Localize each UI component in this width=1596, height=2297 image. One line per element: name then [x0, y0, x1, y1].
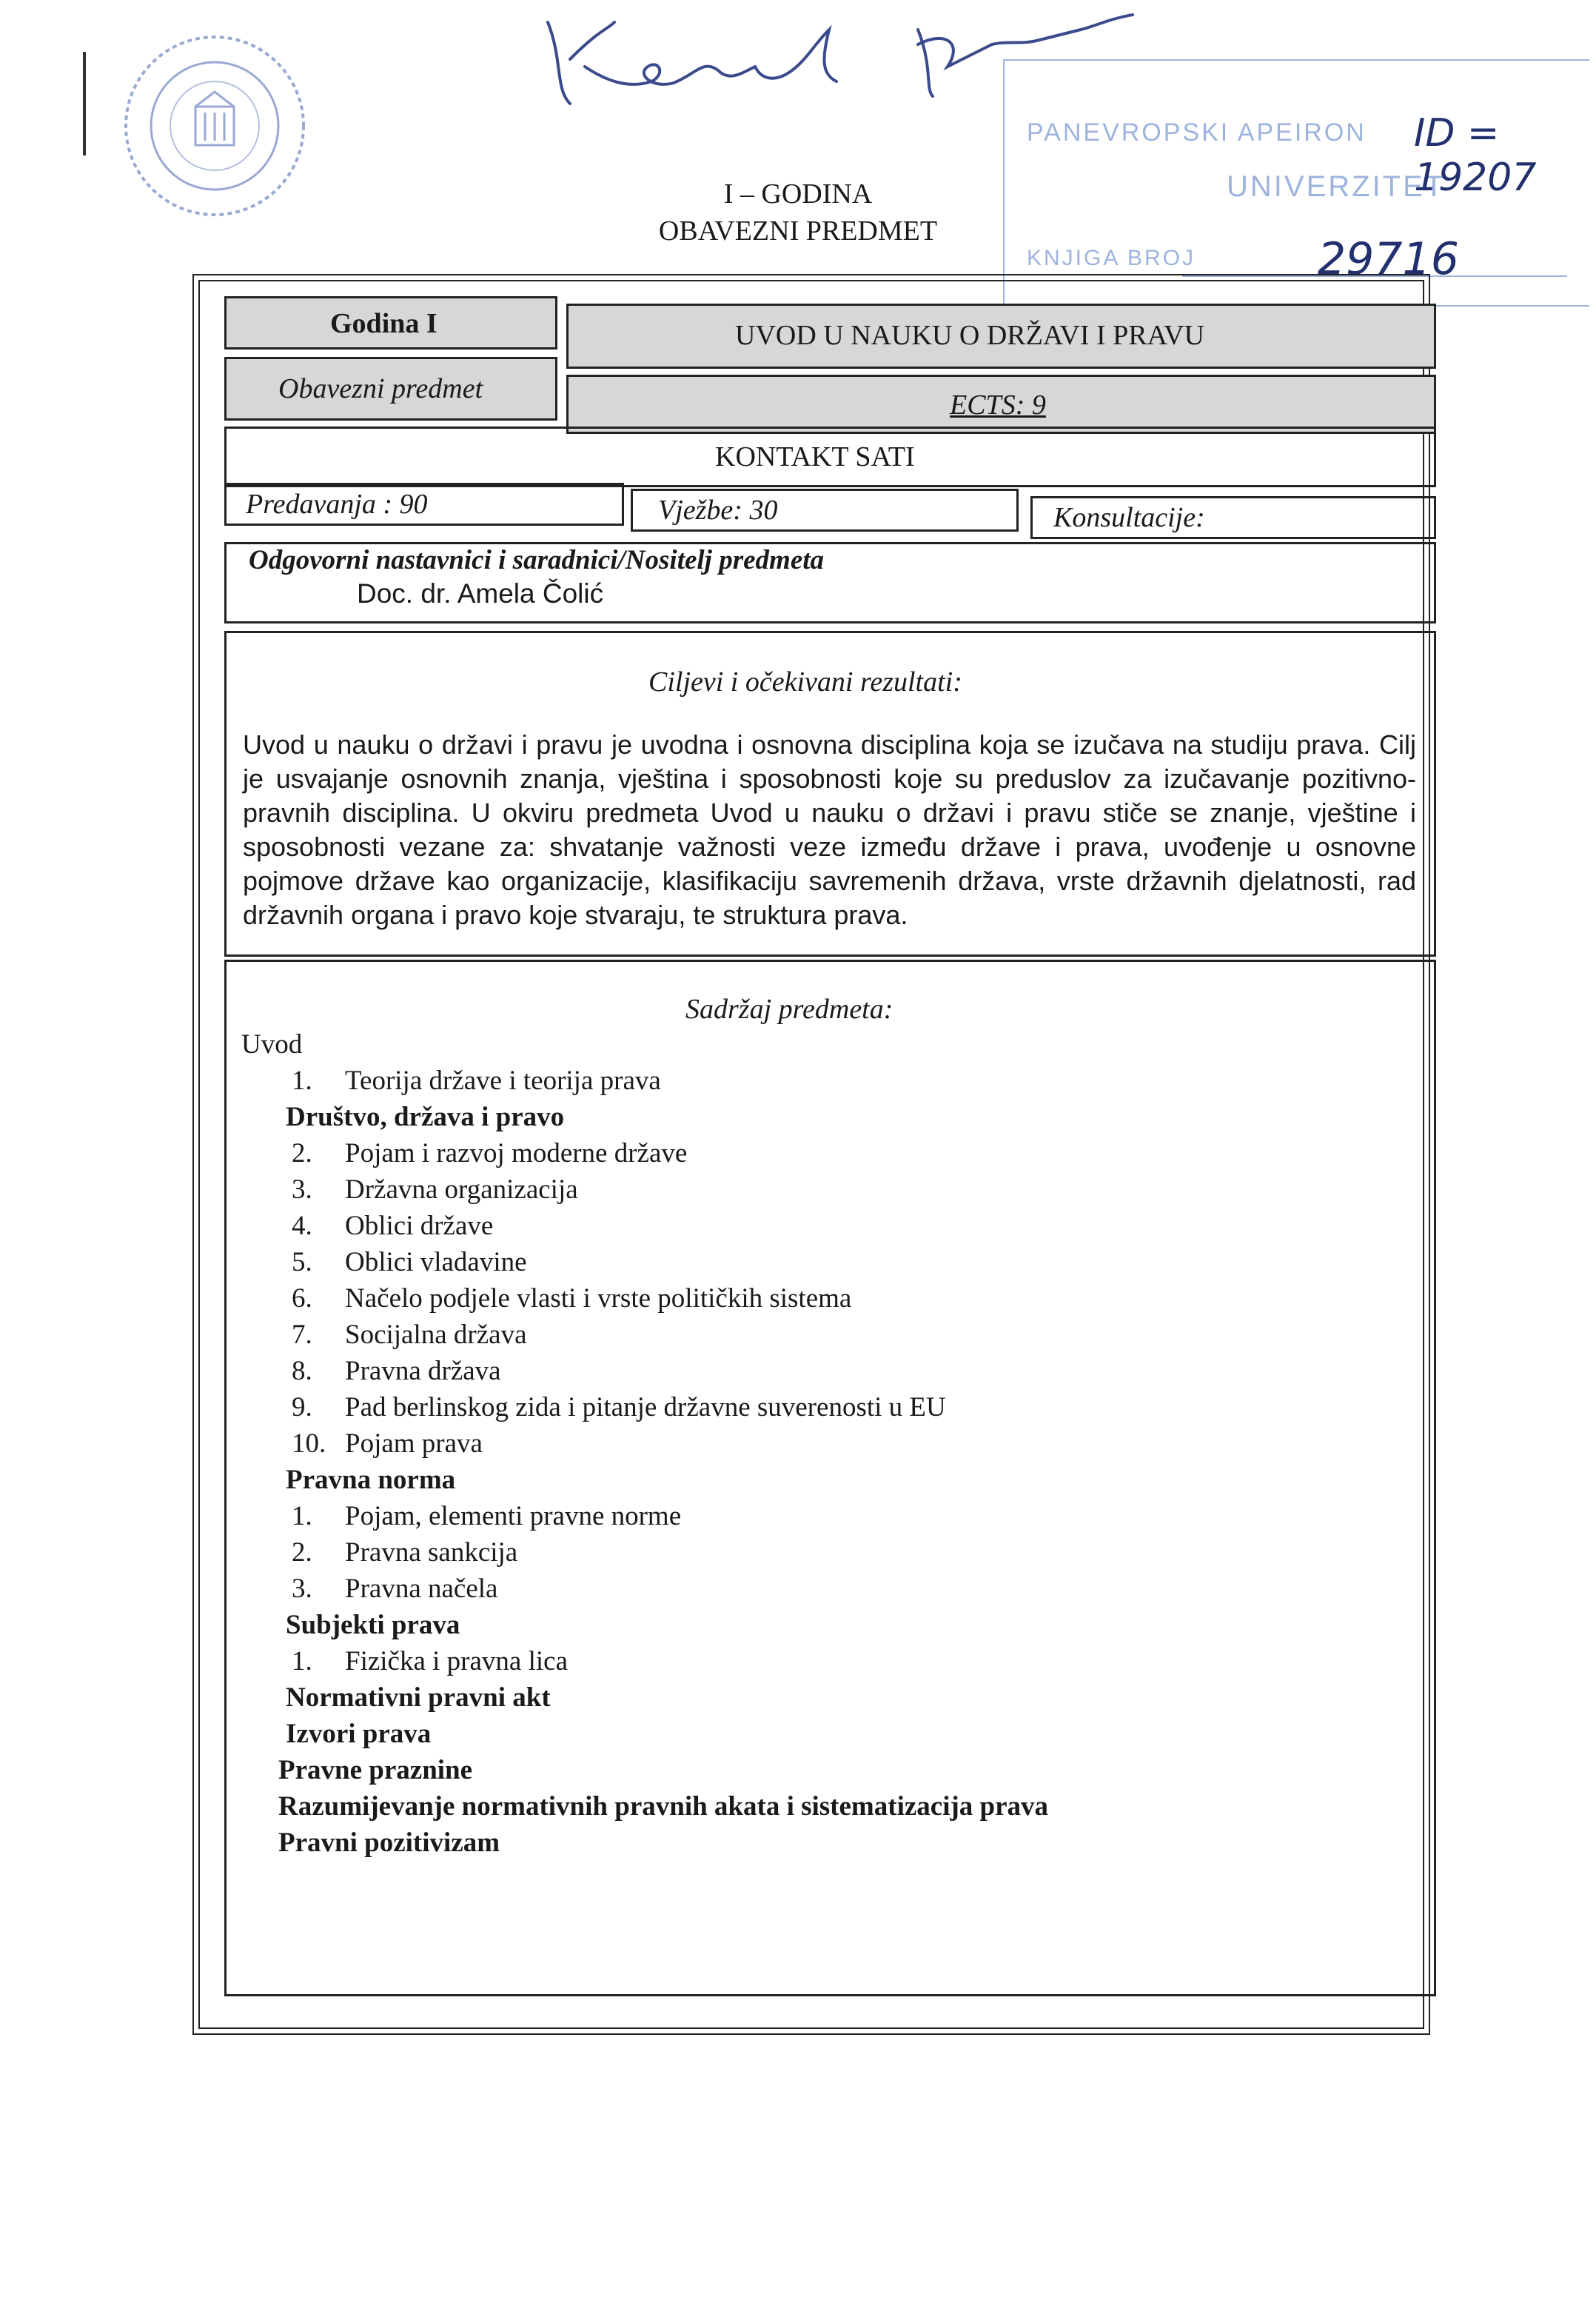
content-item-number: 2. [292, 1138, 312, 1168]
content-item-number: 5. [292, 1247, 312, 1277]
year-label: Godina I [330, 308, 437, 339]
content-section-text: Izvori prava [286, 1719, 432, 1749]
content-list-item [292, 1210, 493, 1242]
content-list-item [292, 1283, 851, 1314]
header-course-type: OBAVEZNI PREDMET [658, 215, 938, 247]
content-section-heading [286, 1718, 431, 1750]
teachers-heading: Odgovorni nastavnici i saradnici/Nositelj predmeta [249, 545, 825, 575]
content-list-item [292, 1319, 527, 1351]
content-item-number: 3. [292, 1174, 312, 1205]
content-cell [224, 960, 1436, 1996]
goals-cell [224, 631, 1436, 957]
content-list-item [292, 1065, 661, 1097]
teachers-cell [224, 542, 1436, 623]
course-title: UVOD U NAUKU O DRŽAVI I PRAVU [735, 320, 1205, 351]
content-item-text: Socijalna država [345, 1320, 527, 1350]
lectures-cell [224, 483, 624, 526]
content-item-text: Fizička i pravna lica [345, 1646, 569, 1676]
consultations-hours: Konsultacije: [1053, 502, 1205, 533]
content-section-heading [286, 1609, 460, 1641]
content-section-heading [286, 1464, 455, 1496]
content-list-item [292, 1174, 578, 1206]
content-item-number: 4. [292, 1211, 312, 1241]
content-section-heading [286, 1682, 551, 1713]
content-section-text: Razumijevanje normativnih pravnih akata i sistematizacija prava [278, 1791, 1049, 1822]
content-section-text: Pravna norma [286, 1465, 456, 1495]
stamp-book-number-label: KNJIGA BROJ [1027, 246, 1196, 270]
content-item-number: 3. [292, 1574, 312, 1604]
content-item-number: 1. [292, 1501, 312, 1531]
content-list-item [292, 1391, 946, 1423]
content-item-number: 8. [292, 1356, 312, 1386]
content-item-number: 9. [292, 1392, 312, 1422]
content-list [227, 962, 1434, 1994]
consultations-cell [1030, 496, 1436, 539]
ects-cell [566, 375, 1436, 434]
obligatory-label: Obavezni predmet [278, 373, 483, 404]
stamp-university-name: PANEVROPSKI APEIRON [1027, 118, 1367, 147]
exercises-hours: Vježbe: 30 [658, 495, 778, 526]
content-section-heading [278, 1791, 1048, 1822]
content-list-item [292, 1500, 681, 1532]
content-heading: Sadržaj predmeta: [685, 994, 893, 1025]
stamp-university-type: UNIVERZITET [1227, 170, 1446, 203]
content-item-text: Oblici države [345, 1211, 494, 1241]
lectures-hours: Predavanja : 90 [246, 489, 428, 520]
content-item-number: 7. [292, 1320, 312, 1350]
year-cell [224, 296, 557, 350]
course-title-cell [566, 304, 1436, 369]
scan-edge-mark [83, 52, 86, 156]
content-item-text: Državna organizacija [345, 1174, 578, 1205]
content-list-item [292, 1355, 501, 1387]
content-section-text: Subjekti prava [286, 1610, 460, 1640]
content-section-heading [278, 1754, 472, 1786]
content-item-text: Pravna sankcija [345, 1537, 518, 1568]
content-list-item [292, 1137, 687, 1169]
content-item-text: Pojam i razvoj moderne države [345, 1138, 688, 1168]
stamp-handwritten-id: ID = 19207 [1414, 111, 1537, 200]
content-section-heading [278, 1827, 500, 1859]
content-section-text: Pravne praznine [278, 1755, 473, 1785]
content-item-text: Pravna načela [345, 1574, 498, 1604]
content-section-text: Normativni pravni akt [286, 1682, 551, 1713]
stamp-handwritten-number: 29716 [1318, 233, 1459, 285]
content-item-number: 2. [292, 1537, 312, 1568]
content-list-item [292, 1537, 517, 1568]
content-item-text: Oblici vladavine [345, 1247, 527, 1277]
obligatory-cell [224, 357, 557, 421]
content-item-number: 6. [292, 1283, 312, 1314]
content-item-number: 10. [292, 1428, 326, 1459]
content-section-text: Pravni pozitivizam [278, 1828, 500, 1858]
content-item-text: Pad berlinskog zida i pitanje državne suverenosti u EU [345, 1392, 946, 1422]
content-item-text: Načelo podjele vlasti i vrste političkih sistema [345, 1283, 852, 1314]
goals-heading: Ciljevi i očekivani rezultati: [648, 666, 962, 698]
contact-hours-heading: KONTAKT SATI [715, 441, 915, 472]
content-item-text: Teorija države i teorija prava [345, 1066, 661, 1096]
header-year: I – GODINA [723, 178, 873, 210]
content-item-text: Pravna država [345, 1356, 501, 1386]
content-item-text: Pojam prava [345, 1428, 483, 1459]
ects-value: ECTS: 9 [950, 389, 1046, 421]
content-item-number: 1. [292, 1646, 312, 1676]
content-item-text: Pojam, elementi pravne norme [345, 1501, 682, 1531]
content-list-item [292, 1645, 568, 1677]
goals-text: Uvod u nauku o državi i pravu je uvodna i osnovna disciplina koja se izučava na studiju prava. Cilj je usvajanje osnovnih znanja, vještina i sposobnosti koje su preduslov za izučavanje pozitivno-pravnih disciplina. U okviru predmeta Uvod u nauku o državi i pravu stiče se znanje, vještine i sposobnosti vezane za: shvatanje važnosti veze između države i prava, uvođenje u osnovne pojmove države kao organizacije, klasifikaciju savremenih država, vrste državnih djelatnosti, rad državnih organa i pravo koje stvaraju, te struktura prava. [243, 729, 1416, 930]
contact-hours-cell [224, 427, 1436, 487]
content-item-text: Uvod [241, 1029, 303, 1060]
content-section-text: Društvo, država i pravo [286, 1102, 565, 1132]
content-intro [241, 1029, 302, 1060]
content-list-item [292, 1428, 483, 1460]
content-list-item [292, 1573, 497, 1605]
content-item-number: 1. [292, 1066, 312, 1096]
exercises-cell [631, 489, 1019, 532]
content-list-item [292, 1246, 527, 1278]
teacher-name: Doc. dr. Amela Čolić [357, 578, 604, 609]
content-section-heading [286, 1101, 564, 1133]
